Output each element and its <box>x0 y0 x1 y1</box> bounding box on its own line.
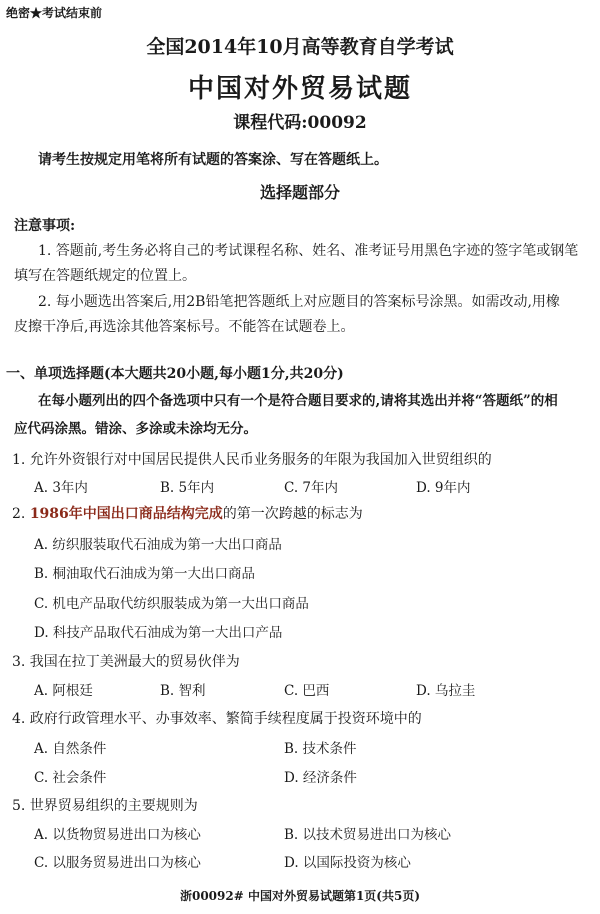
note-2-line-1: 2. 每小题选出答案后,用2B铅笔把答题纸上对应题目的答案标号涂黑。如需改动,用橡 <box>38 294 560 310</box>
note-1-line-1: 1. 答题前,考生务必将自己的考试课程名称、姓名、准考证号用黑色字迹的签字笔或钢笔 <box>38 243 579 259</box>
answer-instruction: 请考生按规定用笔将所有试题的答案涂、写在答题纸上。 <box>38 152 388 168</box>
question-3-stem: 3. 我国在拉丁美洲最大的贸易伙伴为 <box>12 654 240 670</box>
question-2-option-c: C. 机电产品取代纺织服装成为第一大出口商品 <box>34 596 309 612</box>
course-code: 课程代码:00092 <box>233 113 367 133</box>
notes-heading: 注意事项: <box>14 218 76 234</box>
question-1-option-d: D. 9年内 <box>416 480 471 496</box>
question-2-option-b: B. 桐油取代石油成为第一大出口商品 <box>34 566 256 582</box>
question-5-option-d: D. 以国际投资为核心 <box>284 855 411 871</box>
part1-desc-line-1: 在每小题列出的四个备选项中只有一个是符合题目要求的,请将其选出并将“答题纸”的相 <box>38 393 558 409</box>
part1-desc-line-2: 应代码涂黑。错涂、多涂或未涂均无分。 <box>14 421 257 437</box>
note-2-line-2: 皮擦干净后,再选涂其他答案标号。不能答在试题卷上。 <box>14 319 355 335</box>
secret-mark: 绝密★考试结束前 <box>6 6 103 20</box>
question-4-option-a: A. 自然条件 <box>34 741 107 757</box>
question-2-option-a: A. 纺织服装取代石油成为第一大出口商品 <box>34 537 282 553</box>
question-3-option-b: B. 智利 <box>160 683 206 699</box>
question-5-option-c: C. 以服务贸易进出口为核心 <box>34 855 201 871</box>
question-2-option-d: D. 科技产品取代石油成为第一大出口产品 <box>34 625 283 641</box>
page-footer: 浙00092# 中国对外贸易试题第1页(共5页) <box>179 889 421 903</box>
question-5-option-b: B. 以技术贸易进出口为核心 <box>284 827 452 843</box>
question-1-stem: 1. 允许外资银行对中国居民提供人民币业务服务的年限为我国加入世贸组织的 <box>12 452 492 468</box>
question-4-option-d: D. 经济条件 <box>284 770 357 786</box>
question-5-option-a: A. 以货物贸易进出口为核心 <box>34 827 201 843</box>
question-1-option-a: A. 3年内 <box>34 480 88 496</box>
page-title: 中国对外贸易试题 <box>187 74 412 104</box>
section-heading: 选择题部分 <box>259 183 340 202</box>
part1-heading: 一、单项选择题(本大题共20小题,每小题1分,共20分) <box>6 366 344 382</box>
question-2-highlight: 1986年中国出口商品结构完成 <box>29 506 223 522</box>
question-4-stem: 4. 政府行政管理水平、办事效率、繁简手续程度属于投资环境中的 <box>12 711 422 727</box>
question-1-option-b: B. 5年内 <box>160 480 215 496</box>
question-2-stem <box>12 503 363 523</box>
question-2-stem-rest: 的第一次跨越的标志为 <box>222 506 363 522</box>
exam-line: 全国2014年10月高等教育自学考试 <box>146 36 454 58</box>
question-1-option-c: C. 7年内 <box>284 480 339 496</box>
question-3-option-a: A. 阿根廷 <box>34 683 93 699</box>
note-1-line-2: 填写在答题纸规定的位置上。 <box>14 268 196 284</box>
question-4-option-b: B. 技术条件 <box>284 741 357 757</box>
question-4-option-c: C. 社会条件 <box>34 770 107 786</box>
question-3-option-d: D. 乌拉圭 <box>416 683 476 699</box>
question-5-stem: 5. 世界贸易组织的主要规则为 <box>12 798 198 814</box>
question-2-number: 2. <box>12 506 30 522</box>
question-3-option-c: C. 巴西 <box>284 683 330 699</box>
